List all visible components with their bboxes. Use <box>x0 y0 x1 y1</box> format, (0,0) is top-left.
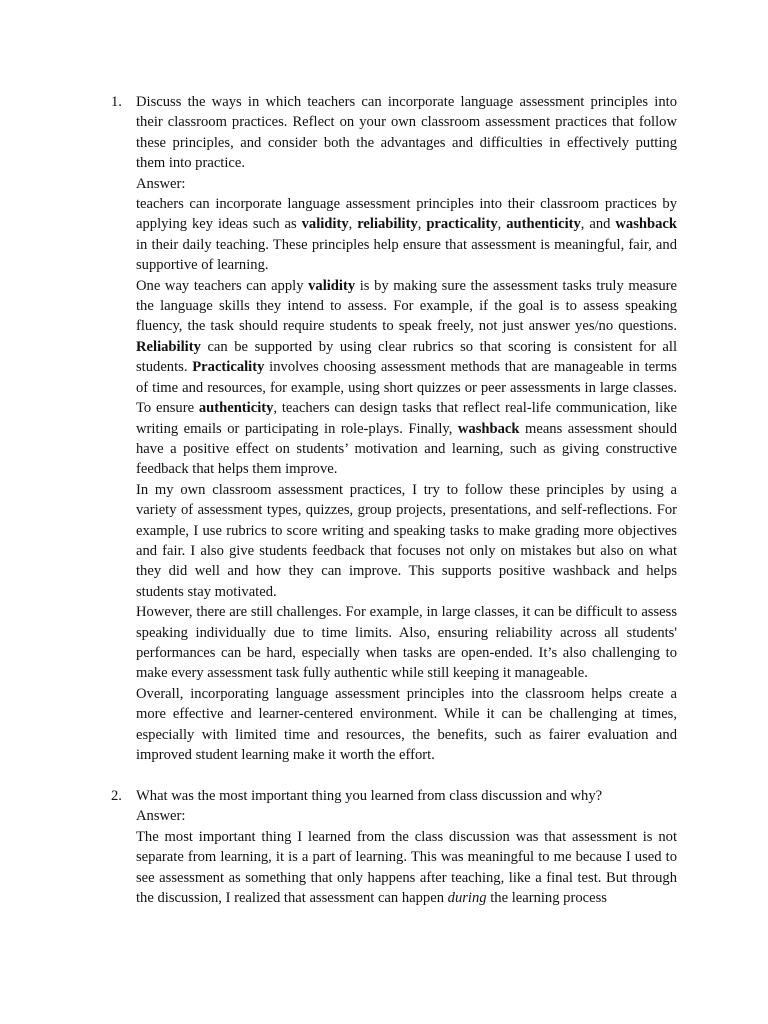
bold-term: authenticity <box>506 216 581 233</box>
text-run: Overall, incorporating language assessment principles into the classroom helps create a more effective and learner-centered environment. While it can be challenging at times, especially with limited time and resources, the benefits, such as fairer evaluation and improved student learning make it worth the effort. <box>136 685 677 763</box>
text-run: means assessment should have a positive effect on students’ motivation and learning, such as giving constructive feedback that helps them improve. <box>136 420 677 478</box>
text-run: teachers can incorporate language assessment principles into their classroom practices by applying key ideas such as <box>136 196 677 233</box>
question-text: What was the most important thing you learned from class discussion and why? <box>136 787 603 804</box>
question-number: 2. <box>111 787 122 804</box>
answer-label: Answer: <box>136 808 186 825</box>
text-run: , <box>417 216 427 233</box>
text-run: The most important thing I learned from the class discussion was that assessment is not separate from learning, it is a part of learning. This was meaningful to me because I used to see assessment as something that only happens after teaching, like a final test. But through the discussion, I realized that assessment can happen <box>136 828 677 906</box>
text-run: In my own classroom assessment practices, I try to follow these principles by using a variety of assessment types, quizzes, group projects, presentations, and self-reflections. For example, I use rubrics to score writing and speaking tasks to make grading more objectives and fair. I also give students feedback that focuses not only on mistakes but also on what they did well and how they can improve. This supports positive washback and helps students stay motivated. <box>136 481 677 600</box>
question-1 <box>111 92 678 765</box>
text-run: , and <box>580 216 616 233</box>
bold-term: washback <box>457 420 520 437</box>
text-run: , teachers can design tasks that reflect real-life communication, like writing emails or participating in role-plays. Finally, <box>136 400 677 437</box>
question-number: 1. <box>111 94 122 110</box>
text-run: in their daily teaching. These principles help ensure that assessment is meaningful, fair, and supportive of learning. <box>136 236 677 274</box>
answer-paragraph <box>136 684 677 766</box>
answer-paragraph <box>136 276 677 480</box>
bold-term: practicality <box>426 216 498 233</box>
answer-paragraph <box>136 602 677 684</box>
answer-paragraph <box>136 480 677 602</box>
bold-term: validity <box>308 277 356 294</box>
bold-term: validity <box>301 216 349 233</box>
bold-term: authenticity <box>198 400 274 417</box>
italic-term: during <box>447 889 487 906</box>
text-run: One way teachers can apply <box>136 277 309 294</box>
text-run: , <box>348 216 358 233</box>
bold-term: reliability <box>357 216 418 233</box>
answer-paragraph <box>136 827 677 909</box>
text-run: involves choosing assessment methods that are manageable in terms of time and resources, for example, using short quizzes or peer assessments in large classes. To ensure <box>136 359 677 417</box>
document-body <box>111 92 678 908</box>
text-run: can be supported by using clear rubrics so that scoring is consistent for all students. <box>136 338 677 376</box>
text-run: However, there are still challenges. For example, in large classes, it can be difficult to assess speaking individually due to time limits. Also, ensuring reliability across all students' performances can be hard, especially when tasks are open-ended. It’s also challenging to make every assessment task fully authentic while still keeping it manageable. <box>136 604 677 682</box>
question-text: Discuss the ways in which teachers can incorporate language assessment principles into their classroom practices. Reflect on your own classroom assessment practices that follow these principles, and consider both the advantages and difficulties in effectively putting them into practice. <box>136 94 677 172</box>
answer-paragraph <box>136 194 677 276</box>
bold-term: Reliability <box>136 338 201 355</box>
text-run: is by making sure the assessment tasks truly measure the language skills they intend to assess. For example, if the goal is to assess speaking fluency, the task should require students to speak freely, not just answer yes/no questions. <box>136 277 678 335</box>
answer-label: Answer: <box>136 175 186 192</box>
text-run: the learning process <box>486 889 607 906</box>
text-run: , <box>497 216 507 233</box>
question-2 <box>111 786 677 908</box>
bold-term: Practicality <box>192 359 265 376</box>
bold-term: washback <box>615 216 677 233</box>
